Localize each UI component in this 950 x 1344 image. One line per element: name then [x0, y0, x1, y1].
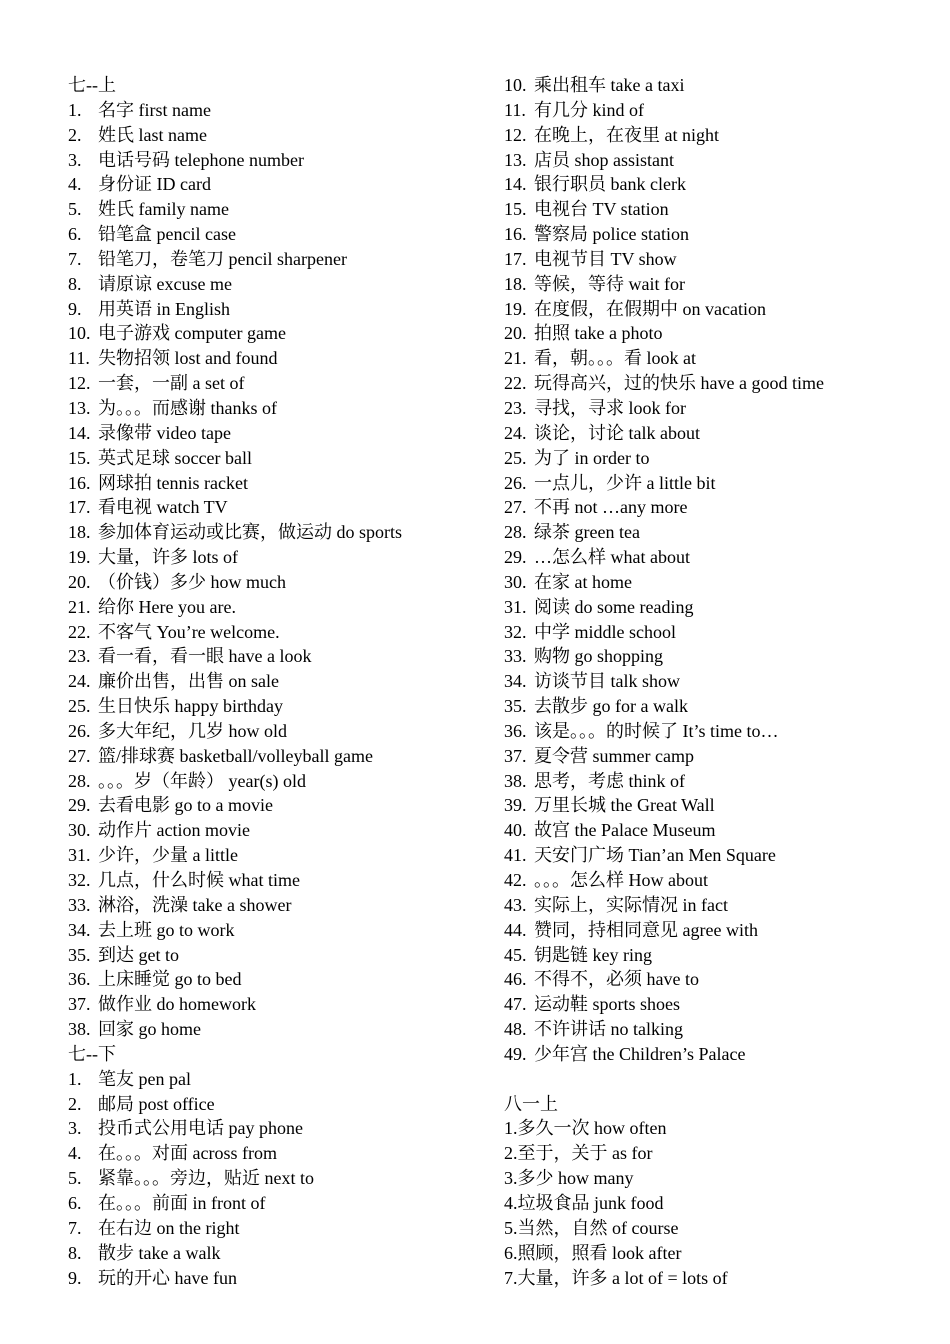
item-text: 参加体育运动或比赛，做运动 do sports: [98, 522, 403, 543]
item-number: 26.: [68, 720, 91, 741]
item-number: 3.: [68, 149, 82, 170]
item-number: 1.: [504, 1118, 518, 1139]
vocab-item: [504, 1141, 924, 1166]
item-number: 28.: [68, 770, 91, 791]
item-text: 身份证 ID card: [98, 174, 211, 195]
item-text: 用英语 in English: [98, 298, 231, 319]
vocab-item: [504, 297, 924, 322]
vocab-item: [504, 1017, 924, 1042]
vocab-item: [504, 744, 924, 769]
vocab-item: [504, 943, 924, 968]
vocab-item: [68, 297, 488, 322]
vocab-item: [504, 570, 924, 595]
vocab-item: [68, 644, 488, 669]
item-number: 19.: [504, 298, 527, 319]
vocab-item: [68, 421, 488, 446]
item-number: 34.: [504, 671, 527, 692]
item-text: 在。。。前面 in front of: [98, 1192, 266, 1213]
vocab-item: [68, 893, 488, 918]
vocab-item: [68, 346, 488, 371]
item-number: 4.: [504, 1192, 518, 1213]
vocab-item: [68, 371, 488, 396]
item-number: 45.: [504, 944, 527, 965]
item-text: 不得不，必须 have to: [534, 969, 699, 990]
vocab-item: [68, 1266, 488, 1291]
blank-line: [504, 1067, 924, 1092]
item-number: 7.: [68, 1217, 82, 1238]
item-text: 生日快乐 happy birthday: [98, 696, 283, 717]
vocab-item: [504, 321, 924, 346]
item-number: 35.: [504, 696, 527, 717]
item-text: 几点，什么时候 what time: [98, 870, 300, 890]
vocab-item: [68, 495, 488, 520]
vocab-item: [504, 644, 924, 669]
item-text: 不许讲话 no talking: [534, 1019, 683, 1040]
item-number: 15.: [68, 447, 91, 468]
item-number: 49.: [504, 1043, 527, 1064]
item-text: 做作业 do homework: [98, 994, 256, 1015]
item-number: 29.: [504, 547, 527, 568]
item-text: 投币式公用电话 pay phone: [98, 1118, 303, 1139]
item-number: 23.: [504, 397, 527, 418]
vocab-item: [504, 669, 924, 694]
item-number: 44.: [504, 919, 527, 940]
vocab-item: [68, 471, 488, 496]
vocab-item: [68, 247, 488, 272]
vocab-item: [504, 123, 924, 148]
item-number: 2.: [68, 124, 82, 145]
item-text: 在晚上，在夜里 at night: [534, 124, 719, 145]
vocab-item: [504, 1116, 924, 1141]
item-text: 邮局 post office: [98, 1093, 215, 1114]
vocab-item: [68, 694, 488, 719]
vocab-item: [68, 1241, 488, 1266]
item-number: 6.: [68, 1192, 82, 1213]
vocab-item: [504, 769, 924, 794]
vocab-item: [504, 495, 924, 520]
item-number: 14.: [504, 174, 527, 195]
vocab-item: [504, 1166, 924, 1191]
item-number: 26.: [504, 472, 527, 493]
item-text: 在。。。对面 across from: [98, 1143, 277, 1164]
item-text: 看，朝。。。看 look at: [534, 348, 696, 369]
item-number: 39.: [504, 795, 527, 816]
item-text: 网球拍 tennis racket: [98, 472, 248, 493]
item-text: 英式足球 soccer ball: [98, 447, 252, 468]
item-text: 店员 shop assistant: [534, 149, 675, 170]
item-number: 8.: [68, 1242, 82, 1263]
item-text: 电子游戏 computer game: [98, 323, 286, 344]
item-text: 铅笔盒 pencil case: [98, 224, 236, 245]
vocab-item: [68, 992, 488, 1017]
item-number: 19.: [68, 547, 91, 568]
vocab-item: [68, 793, 488, 818]
item-number: 38.: [68, 1019, 91, 1040]
right-column: [504, 73, 924, 1290]
item-text: 银行职员 bank clerk: [534, 174, 686, 195]
vocab-item: [68, 446, 488, 471]
item-text: 寻找，寻求 look for: [534, 397, 686, 418]
vocab-item: [504, 98, 924, 123]
vocab-item: [68, 943, 488, 968]
item-number: 2.: [504, 1143, 518, 1164]
item-number: 12.: [68, 373, 91, 394]
item-text: 赞同，持相同意见 agree with: [534, 919, 758, 940]
item-number: 13.: [504, 149, 527, 170]
item-text: 去看电影 go to a movie: [98, 795, 273, 816]
item-number: 8.: [68, 273, 82, 294]
item-text: 一套，一副 a set of: [98, 373, 245, 394]
item-number: 47.: [504, 994, 527, 1015]
item-text: 不客气 You’re welcome.: [98, 621, 280, 642]
item-number: 42.: [504, 870, 527, 890]
item-number: 30.: [504, 571, 527, 592]
vocab-item: [504, 520, 924, 545]
item-text: 在家 at home: [534, 571, 632, 592]
vocab-item: [68, 396, 488, 421]
item-text: 乘出租车 take a taxi: [534, 75, 685, 95]
item-number: 33.: [504, 646, 527, 667]
item-number: 33.: [68, 894, 91, 915]
vocab-item: [68, 520, 488, 545]
item-number: 10.: [68, 323, 91, 344]
item-text: 去散步 go for a walk: [534, 696, 688, 717]
vocab-item: [68, 222, 488, 247]
vocab-item: [504, 73, 924, 98]
item-text: 动作片 action movie: [98, 820, 250, 841]
item-text: 夏令营 summer camp: [534, 745, 694, 766]
item-text: 请原谅 excuse me: [98, 273, 232, 294]
vocab-item: [68, 620, 488, 645]
vocab-item: [68, 197, 488, 222]
item-text: 万里长城 the Great Wall: [534, 795, 715, 816]
item-text: 绿茶 green tea: [534, 522, 640, 543]
item-number: 22.: [68, 621, 91, 642]
item-text: 访谈节目 talk show: [534, 671, 680, 692]
item-text: 运动鞋 sports shoes: [534, 994, 681, 1015]
vocab-item: [504, 396, 924, 421]
item-text: 看一看，看一眼 have a look: [98, 646, 312, 667]
item-text: 姓氏 family name: [98, 199, 229, 220]
vocab-item: [68, 868, 488, 893]
item-text: 廉价出售，出售 on sale: [98, 671, 279, 692]
section-heading: 八一上: [504, 1093, 558, 1114]
item-number: 35.: [68, 944, 91, 965]
item-number: 41.: [504, 845, 527, 866]
vocab-item: [68, 123, 488, 148]
item-number: 31.: [68, 845, 91, 866]
vocab-item: [68, 545, 488, 570]
item-number: 5.: [68, 199, 82, 220]
vocab-item: [504, 371, 924, 396]
item-number: 30.: [68, 820, 91, 841]
vocab-item: [68, 172, 488, 197]
item-number: 3.: [504, 1168, 518, 1189]
item-number: 11.: [504, 99, 526, 120]
vocab-item: [68, 98, 488, 123]
item-text: 少许，少量 a little: [98, 845, 238, 866]
item-number: 21.: [68, 596, 91, 617]
item-number: 5.: [68, 1168, 82, 1189]
item-text: 名字 first name: [98, 99, 211, 120]
item-number: 32.: [504, 621, 527, 642]
vocab-item: [68, 1116, 488, 1141]
item-number: 43.: [504, 894, 527, 915]
vocab-item: [504, 471, 924, 496]
item-text: 电话号码 telephone number: [98, 149, 304, 170]
item-number: 7.: [504, 1267, 518, 1288]
item-text: 玩得高兴，过的快乐 have a good time: [534, 373, 824, 394]
item-text: 到达 get to: [98, 944, 179, 965]
item-number: 20.: [68, 571, 91, 592]
vocab-item: [504, 1191, 924, 1216]
item-text: 为了 in order to: [534, 447, 650, 468]
vocab-item: [68, 669, 488, 694]
item-number: 32.: [68, 870, 91, 890]
vocab-item: [504, 620, 924, 645]
item-number: 40.: [504, 820, 527, 841]
item-number: 46.: [504, 969, 527, 990]
vocab-item: [504, 148, 924, 173]
item-text: 篮/排球赛 basketball/volleyball game: [98, 745, 373, 766]
item-text: 在右边 on the right: [98, 1217, 240, 1238]
vocab-item: [504, 446, 924, 471]
vocab-item: [68, 1166, 488, 1191]
item-text: 一点儿，少许 a little bit: [534, 472, 716, 493]
vocab-item: [504, 918, 924, 943]
item-text: 散步 take a walk: [98, 1242, 221, 1263]
item-text: 回家 go home: [98, 1019, 201, 1040]
vocab-item: [68, 595, 488, 620]
item-text: 故宫 the Palace Museum: [534, 820, 716, 841]
item-text: 阅读 do some reading: [534, 596, 694, 617]
item-number: 4.: [68, 174, 82, 195]
item-text: 当然，自然 of course: [517, 1217, 679, 1238]
item-text: 紧靠。。。旁边，贴近 next to: [98, 1168, 314, 1189]
item-text: 该是。。。的时候了 It’s time to…: [534, 720, 779, 741]
vocab-item: [68, 918, 488, 943]
item-number: 1.: [68, 99, 82, 120]
item-text: 大量，许多 lots of: [98, 547, 239, 568]
vocab-item: [504, 843, 924, 868]
vocab-item: [504, 346, 924, 371]
vocab-item: [504, 1042, 924, 1067]
vocab-item: [504, 545, 924, 570]
vocab-item: [68, 818, 488, 843]
item-number: 37.: [504, 745, 527, 766]
item-text: 。。。岁（年龄） year(s) old: [98, 770, 306, 791]
item-number: 2.: [68, 1093, 82, 1114]
item-number: 9.: [68, 298, 82, 319]
vocab-item: [68, 843, 488, 868]
item-text: 多大年纪，几岁 how old: [98, 720, 287, 741]
vocab-item: [504, 421, 924, 446]
item-number: 24.: [68, 671, 91, 692]
item-number: 11.: [68, 348, 90, 369]
vocab-item: [504, 694, 924, 719]
item-text: （价钱）多少 how much: [98, 571, 286, 592]
vocab-item: [504, 992, 924, 1017]
item-number: 6.: [68, 224, 82, 245]
item-number: 25.: [68, 696, 91, 717]
item-number: 18.: [504, 273, 527, 294]
item-text: 等候，等待 wait for: [534, 273, 685, 294]
item-text: 天安门广场 Tian’an Men Square: [534, 845, 776, 866]
vocab-item: [68, 1191, 488, 1216]
item-number: 27.: [68, 745, 91, 766]
item-text: 中学 middle school: [534, 621, 676, 642]
item-number: 25.: [504, 447, 527, 468]
item-text: 钥匙链 key ring: [534, 944, 652, 965]
item-text: 看电视 watch TV: [98, 497, 228, 518]
item-text: 上床睡觉 go to bed: [98, 969, 242, 990]
item-text: 去上班 go to work: [98, 919, 235, 940]
item-number: 34.: [68, 919, 91, 940]
item-number: 12.: [504, 124, 527, 145]
item-text: 玩的开心 have fun: [98, 1267, 237, 1288]
item-text: 照顾，照看 look after: [517, 1242, 682, 1263]
item-text: 有几分 kind of: [534, 99, 644, 120]
item-number: 18.: [68, 522, 91, 543]
item-text: 少年宫 the Children’s Palace: [534, 1043, 746, 1064]
item-number: 36.: [504, 720, 527, 741]
vocab-item: [68, 570, 488, 595]
item-number: 10.: [504, 75, 527, 95]
item-number: 23.: [68, 646, 91, 667]
item-number: 1.: [68, 1068, 82, 1089]
item-text: 多久一次 how often: [517, 1118, 667, 1139]
vocab-item: [504, 1241, 924, 1266]
item-text: …怎么样 what about: [534, 547, 690, 568]
item-number: 14.: [68, 422, 91, 443]
item-number: 24.: [504, 422, 527, 443]
item-text: 大量，许多 a lot of = lots of: [517, 1267, 728, 1288]
item-number: 9.: [68, 1267, 82, 1288]
vocab-item: [68, 769, 488, 794]
vocab-item: [68, 1141, 488, 1166]
item-text: 思考，考虑 think of: [534, 770, 685, 791]
item-number: 21.: [504, 348, 527, 369]
vocab-item: [504, 967, 924, 992]
item-number: 31.: [504, 596, 527, 617]
vocab-item: [68, 1216, 488, 1241]
item-number: 6.: [504, 1242, 518, 1263]
item-text: 铅笔刀，卷笔刀 pencil sharpener: [98, 248, 347, 269]
vocab-item: [68, 148, 488, 173]
item-number: 7.: [68, 248, 82, 269]
vocab-item: [68, 1017, 488, 1042]
item-number: 16.: [504, 224, 527, 245]
section-heading: 七--上: [68, 75, 116, 95]
item-text: 拍照 take a photo: [534, 323, 663, 344]
item-text: 淋浴，洗澡 take a shower: [98, 894, 292, 915]
vocab-item: [68, 719, 488, 744]
item-text: 。。。怎么样 How about: [534, 870, 708, 890]
item-number: 48.: [504, 1019, 527, 1040]
item-text: 警察局 police station: [534, 224, 689, 245]
vocab-item: [68, 967, 488, 992]
vocab-item: [504, 868, 924, 893]
vocab-item: [68, 1067, 488, 1092]
item-text: 多少 how many: [517, 1168, 634, 1189]
vocab-item: [504, 272, 924, 297]
item-number: 16.: [68, 472, 91, 493]
vocab-item: [504, 818, 924, 843]
item-text: 姓氏 last name: [98, 124, 207, 145]
item-text: 录像带 video tape: [98, 422, 231, 443]
item-number: 4.: [68, 1143, 82, 1164]
vocab-item: [68, 272, 488, 297]
vocab-item: [504, 247, 924, 272]
item-number: 5.: [504, 1217, 518, 1238]
item-text: 购物 go shopping: [534, 646, 664, 667]
item-text: 电视台 TV station: [534, 199, 669, 220]
item-text: 至于，关于 as for: [517, 1143, 653, 1164]
vocab-item: [504, 1216, 924, 1241]
item-text: 实际上，实际情况 in fact: [534, 894, 728, 915]
vocab-item: [504, 197, 924, 222]
item-number: 13.: [68, 397, 91, 418]
item-number: 17.: [68, 497, 91, 518]
vocab-item: [504, 793, 924, 818]
item-number: 28.: [504, 522, 527, 543]
item-text: 谈论，讨论 talk about: [534, 422, 700, 443]
item-number: 36.: [68, 969, 91, 990]
item-number: 27.: [504, 497, 527, 518]
left-column: [68, 73, 488, 1290]
item-number: 20.: [504, 323, 527, 344]
item-number: 15.: [504, 199, 527, 220]
vocab-item: [504, 222, 924, 247]
item-text: 为。。。而感谢 thanks of: [98, 397, 277, 418]
item-text: 笔友 pen pal: [98, 1068, 191, 1089]
section-heading: 七--下: [68, 1043, 116, 1064]
item-number: 38.: [504, 770, 527, 791]
item-text: 不再 not …any more: [534, 497, 688, 518]
vocab-item: [504, 595, 924, 620]
item-number: 29.: [68, 795, 91, 816]
item-number: 3.: [68, 1118, 82, 1139]
vocab-item: [504, 172, 924, 197]
vocab-item: [68, 744, 488, 769]
item-number: 17.: [504, 248, 527, 269]
vocab-item: [68, 321, 488, 346]
item-number: 37.: [68, 994, 91, 1015]
item-text: 电视节目 TV show: [534, 248, 677, 269]
vocab-item: [504, 893, 924, 918]
item-text: 垃圾食品 junk food: [517, 1192, 664, 1213]
item-number: 22.: [504, 373, 527, 394]
vocab-item: [504, 719, 924, 744]
item-text: 给你 Here you are.: [98, 596, 236, 617]
item-text: 在度假，在假期中 on vacation: [534, 298, 766, 319]
vocab-item: [504, 1266, 924, 1291]
vocab-item: [68, 1092, 488, 1117]
item-text: 失物招领 lost and found: [98, 348, 278, 369]
